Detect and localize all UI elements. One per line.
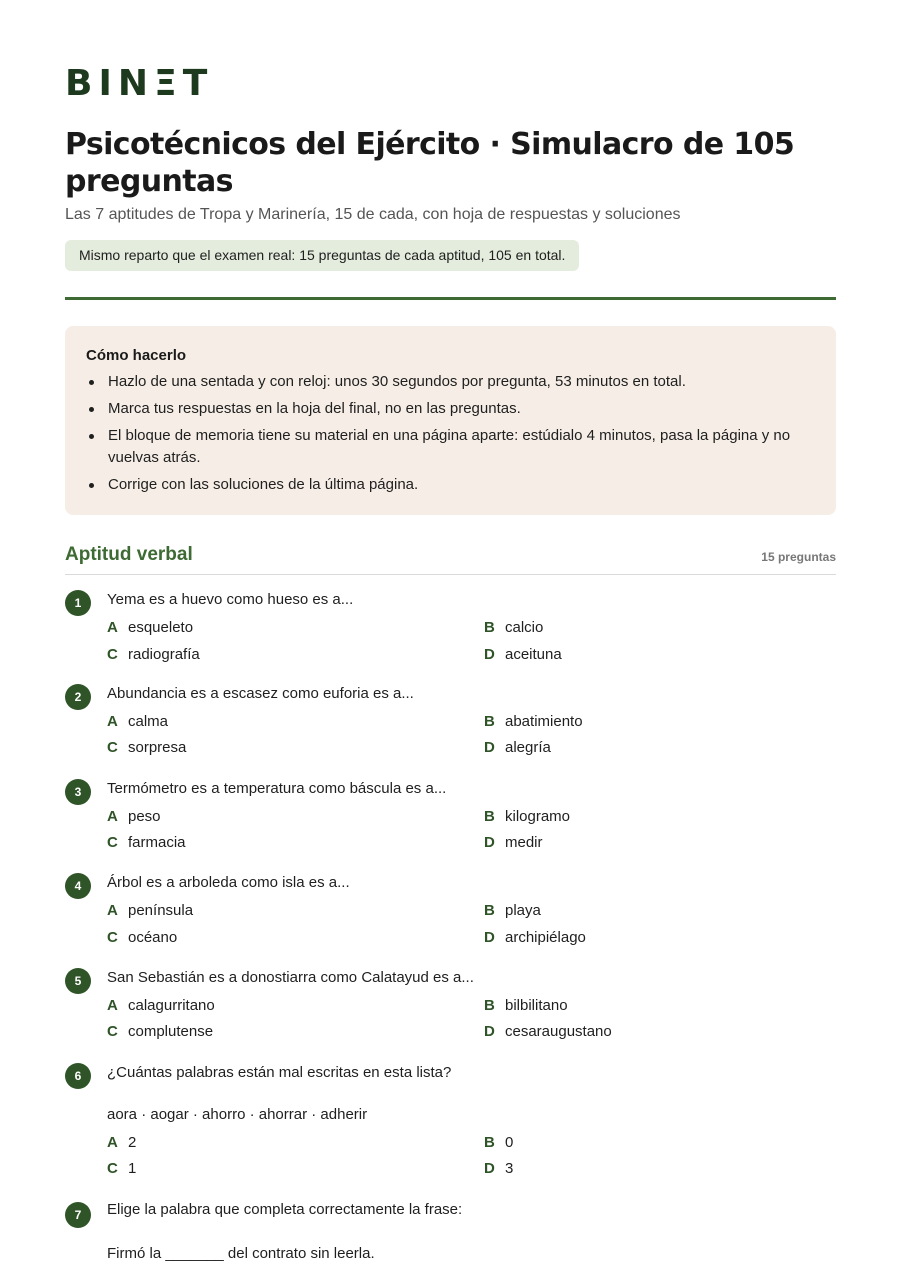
option-c — [107, 1158, 136, 1180]
option-letter: B — [484, 808, 495, 825]
question-number: 2 — [65, 684, 91, 710]
option-c — [107, 644, 200, 666]
option-a — [107, 617, 193, 639]
instruction-item: Marca tus respuestas en la hoja del final, no en las preguntas. — [86, 398, 816, 420]
question-text: Árbol es a arboleda como isla es a... — [107, 874, 350, 891]
instruction-item: Corrige con las soluciones de la última página. — [86, 474, 816, 496]
option-text: bilbilitano — [505, 997, 568, 1014]
option-c — [107, 1021, 213, 1043]
option-letter: D — [484, 739, 495, 756]
instructions-box — [65, 326, 836, 515]
option-letter: A — [107, 808, 118, 825]
question-text: ¿Cuántas palabras están mal escritas en esta lista? — [107, 1064, 452, 1081]
option-text: océano — [128, 929, 178, 946]
question-sentence: Firmó la _______ del contrato sin leerla. — [107, 1245, 375, 1262]
option-text: abatimiento — [505, 713, 583, 730]
option-text: 0 — [505, 1134, 514, 1151]
option-text: 2 — [128, 1134, 137, 1151]
option-text: complutense — [128, 1023, 214, 1040]
option-letter: A — [107, 619, 118, 636]
option-letter: B — [484, 997, 495, 1014]
option-text: esqueleto — [128, 619, 194, 636]
option-letter: C — [107, 1023, 118, 1040]
option-text: calma — [128, 713, 169, 730]
option-a — [107, 711, 168, 733]
option-letter: D — [484, 1023, 495, 1040]
option-d — [484, 644, 562, 666]
option-d — [484, 832, 543, 854]
option-b — [484, 806, 570, 828]
option-letter: A — [107, 713, 118, 730]
option-text: 3 — [505, 1160, 514, 1177]
option-b — [484, 995, 568, 1017]
header-divider — [65, 297, 836, 300]
option-letter: A — [107, 1134, 118, 1151]
option-letter: D — [484, 1160, 495, 1177]
question-text: San Sebastián es a donostiarra como Calatayud es a... — [107, 969, 474, 986]
option-letter: C — [107, 834, 118, 851]
option-letter: B — [484, 619, 495, 636]
option-d — [484, 1158, 513, 1180]
option-letter: D — [484, 834, 495, 851]
option-d — [484, 1021, 612, 1043]
option-letter: B — [484, 713, 495, 730]
option-a — [107, 1132, 136, 1154]
option-c — [107, 737, 186, 759]
option-text: aceituna — [505, 646, 562, 663]
option-text: península — [128, 902, 194, 919]
option-letter: B — [484, 1134, 495, 1151]
option-letter: C — [107, 739, 118, 756]
option-letter: D — [484, 929, 495, 946]
option-b — [484, 1132, 513, 1154]
instruction-item: El bloque de memoria tiene su material en una página aparte: estúdialo 4 minutos, pasa la página y no vuelvas atrás. — [86, 425, 816, 469]
option-text: radiografía — [128, 646, 200, 663]
section-title: Aptitud verbal — [65, 544, 193, 565]
option-b — [484, 711, 583, 733]
option-text: archipiélago — [505, 929, 586, 946]
option-text: kilogramo — [505, 808, 571, 825]
option-text: cesaraugustano — [505, 1023, 612, 1040]
question-number: 7 — [65, 1202, 91, 1228]
option-d — [484, 737, 551, 759]
question-number: 4 — [65, 873, 91, 899]
instruction-item: Hazlo de una sentada y con reloj: unos 30 segundos por pregunta, 53 minutos en total. — [86, 371, 816, 393]
option-a — [107, 806, 161, 828]
option-a — [107, 995, 215, 1017]
option-letter: C — [107, 929, 118, 946]
option-text: sorpresa — [128, 739, 187, 756]
option-b — [484, 617, 543, 639]
page-subtitle: Las 7 aptitudes de Tropa y Marinería, 15 de cada, con hoja de respuestas y soluciones — [65, 206, 681, 223]
option-b — [484, 900, 541, 922]
option-text: 1 — [128, 1160, 137, 1177]
option-text: medir — [505, 834, 543, 851]
option-text: peso — [128, 808, 161, 825]
option-text: farmacia — [128, 834, 186, 851]
question-text: Elige la palabra que completa correctamente la frase: — [107, 1201, 463, 1218]
page-title: Psicotécnicos del Ejército · Simulacro de 105 preguntas — [65, 127, 795, 199]
question-number: 1 — [65, 590, 91, 616]
brand-logo: BINΞT — [65, 63, 214, 104]
question-number: 5 — [65, 968, 91, 994]
option-text: calagurritano — [128, 997, 215, 1014]
question-text: Yema es a huevo como hueso es a... — [107, 591, 354, 608]
question-number: 3 — [65, 779, 91, 805]
question-text: Abundancia es a escasez como euforia es a... — [107, 685, 414, 702]
option-a — [107, 900, 193, 922]
option-letter: C — [107, 1160, 118, 1177]
question-text: Termómetro es a temperatura como báscula es a... — [107, 780, 447, 797]
option-d — [484, 927, 586, 949]
option-letter: B — [484, 902, 495, 919]
option-text: alegría — [505, 739, 551, 756]
notice-badge: Mismo reparto que el examen real: 15 preguntas de cada aptitud, 105 en total. — [65, 240, 579, 271]
option-text: playa — [505, 902, 541, 919]
instructions-title: Cómo hacerlo — [86, 347, 187, 364]
option-c — [107, 832, 186, 854]
question-word-list: aora · aogar · ahorro · ahorrar · adherir — [107, 1106, 368, 1123]
section-question-count: 15 preguntas — [761, 550, 836, 564]
option-letter: A — [107, 997, 118, 1014]
option-c — [107, 927, 177, 949]
option-letter: D — [484, 646, 495, 663]
section-header — [65, 542, 836, 575]
option-letter: C — [107, 646, 118, 663]
option-letter: A — [107, 902, 118, 919]
question-number: 6 — [65, 1063, 91, 1089]
option-text: calcio — [505, 619, 544, 636]
instructions-list — [86, 371, 816, 496]
